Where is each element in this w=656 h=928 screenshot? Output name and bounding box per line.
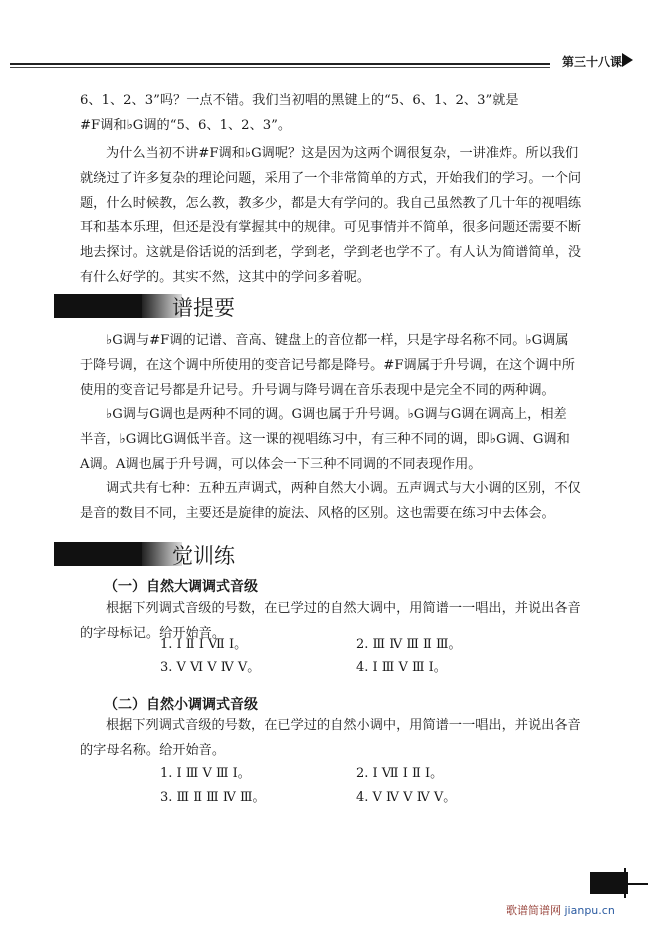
section-title: 谱提要 bbox=[172, 296, 235, 320]
exercise-item: 3. Ⅲ Ⅱ Ⅲ Ⅳ Ⅲ。 bbox=[160, 790, 266, 805]
text-line: 为什么当初不讲#F调和♭G调呢？这是因为这两个调很复杂，一讲准炸。所以我们 bbox=[106, 146, 579, 161]
exercise-item: 4. Ⅰ Ⅲ Ⅴ Ⅲ Ⅰ。 bbox=[356, 660, 447, 675]
section-bar bbox=[54, 294, 142, 318]
text-line: 6、1、2、3”吗？一点不错。我们当初唱的黑键上的“5、6、1、2、3”就是 bbox=[80, 93, 519, 108]
subsection-title-minor: （二）自然小调调式音级 bbox=[104, 697, 258, 713]
section-heading-training bbox=[54, 540, 314, 568]
text-line: ♭G调与#F调的记谱、音高、键盘上的音位都一样，只是字母名称不同。♭G调属 bbox=[106, 333, 569, 348]
text-line: 于降号调，在这个调中所使用的变音记号都是降号。#F调属于升号调，在这个调中所 bbox=[80, 357, 575, 373]
text-line: A调。A调也属于升号调，可以体会一下三种不同调的不同表现作用。 bbox=[80, 456, 482, 472]
text-line: 的字母标记。给开始音。 bbox=[80, 625, 226, 641]
watermark bbox=[506, 902, 615, 918]
text-line: ♭G调与G调也是两种不同的调。G调也属于升号调。♭G调与G调在调高上，相差 bbox=[106, 407, 567, 422]
lesson-label: 第三十八课 bbox=[562, 55, 623, 69]
exercise-item: 2. Ⅲ Ⅳ Ⅲ Ⅱ Ⅲ。 bbox=[356, 637, 462, 652]
text-line: 使用的变音记号都是升记号。升号调与降号调在音乐表现中是完全不同的两种调。 bbox=[80, 382, 555, 398]
text-line: 根据下列调式音级的号数，在已学过的自然小调中，用简谱一一唱出，并说出各音 bbox=[106, 718, 581, 733]
header-rule bbox=[10, 63, 550, 65]
exercise-item: 3. Ⅴ Ⅵ Ⅴ Ⅳ Ⅴ。 bbox=[160, 660, 261, 675]
text-line: #F调和♭G调的“5、6、1、2、3”。 bbox=[80, 117, 292, 133]
page-marker-line bbox=[628, 883, 648, 885]
paragraph-why bbox=[80, 142, 628, 291]
exercise-item: 1. Ⅰ Ⅱ Ⅰ Ⅶ Ⅰ。 bbox=[160, 637, 248, 652]
paragraph-g-keys bbox=[80, 403, 628, 477]
watermark-cn: 歌谱简谱网 bbox=[506, 904, 561, 917]
exercise-item: 1. Ⅰ Ⅲ Ⅴ Ⅲ Ⅰ。 bbox=[160, 766, 251, 781]
section-title: 觉训练 bbox=[172, 544, 235, 568]
paragraph-modes bbox=[80, 477, 628, 527]
intro-paragraph bbox=[80, 89, 628, 139]
text-line: 地去探讨。这就是俗话说的活到老，学到老，学到老也学不了。有人认为简谱简单，没 bbox=[80, 245, 582, 261]
subsection-title-major: （一）自然大调调式音级 bbox=[104, 579, 258, 595]
paragraph-minor-instructions bbox=[80, 714, 628, 764]
header-rule-thin bbox=[10, 67, 550, 68]
text-line: 根据下列调式音级的号数，在已学过的自然大调中，用简谱一一唱出，并说出各音 bbox=[106, 601, 581, 616]
paragraph-keys bbox=[80, 329, 628, 403]
exercise-item: 2. Ⅰ Ⅶ Ⅰ Ⅱ Ⅰ。 bbox=[356, 766, 444, 781]
text-line: 调式共有七种：五种五声调式，两种自然大小调。五声调式与大小调的区别，不仅 bbox=[106, 481, 581, 496]
text-line: 是音的数目不同，主要还是旋律的旋法、风格的区别。这也需要在练习中去体会。 bbox=[80, 505, 555, 521]
text-line: 有什么好学的。其实不然，这其中的学问多着呢。 bbox=[80, 269, 371, 285]
exercise-item: 4. Ⅴ Ⅳ Ⅴ Ⅳ Ⅴ。 bbox=[356, 790, 457, 805]
section-heading-theory bbox=[54, 292, 314, 320]
text-line: 耳和基本乐理，但还是没有掌握其中的规律。可见事情并不简单，很多问题还需要不断 bbox=[80, 220, 582, 236]
page-marker-stub bbox=[624, 868, 626, 898]
section-bar bbox=[54, 542, 142, 566]
text-line: 的字母名称。给开始音。 bbox=[80, 742, 226, 758]
text-line: 就绕过了许多复杂的理论问题，采用了一个非常简单的方式，开始我们的学习。一个问 bbox=[80, 170, 582, 186]
triangle-marker-icon bbox=[622, 53, 633, 67]
text-line: 题，什么时候教，怎么教，教多少，都是大有学问的。我自己虽然教了几十年的视唱练 bbox=[80, 195, 582, 211]
text-line: 半音，♭G调比G调低半音。这一课的视唱练习中，有三种不同的调，即♭G调、G调和 bbox=[80, 431, 570, 447]
watermark-url: jianpu.cn bbox=[564, 904, 615, 917]
page-number-block bbox=[590, 872, 628, 894]
